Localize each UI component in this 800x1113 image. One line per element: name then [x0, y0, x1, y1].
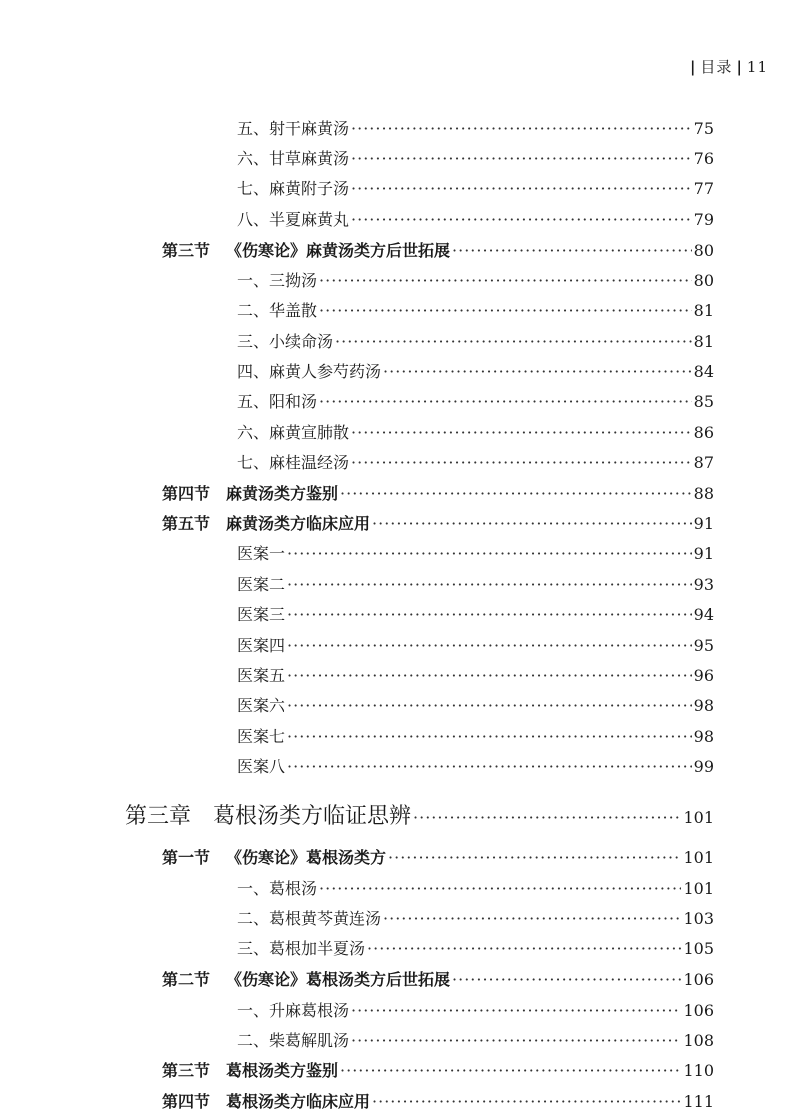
toc-section-row[interactable] [162, 1089, 714, 1112]
toc-page-number: 95 [693, 636, 714, 655]
toc-entry-title: 《伤寒论》麻黄汤类方后世拓展 [226, 241, 451, 260]
dot-leader [351, 1001, 681, 1020]
toc-item-row[interactable] [237, 176, 714, 199]
toc-item-row[interactable] [237, 572, 714, 595]
toc-page-number: 94 [693, 605, 714, 624]
toc-page-number: 101 [683, 808, 714, 827]
toc-entry-number: 第四节 [162, 484, 211, 503]
dot-leader [287, 605, 692, 624]
dot-leader [372, 1092, 681, 1111]
dot-leader [351, 1031, 681, 1050]
toc-entry-title: 《伤寒论》葛根汤类方后世拓展 [226, 970, 451, 989]
toc-entry-label: 二、葛根黄芩黄连汤 [237, 909, 382, 928]
toc-page-number: 99 [693, 757, 714, 776]
toc-entry-label: 五、射干麻黄汤 [237, 119, 350, 138]
dot-leader [287, 727, 692, 746]
dot-leader [351, 423, 692, 442]
toc-page-number: 98 [693, 727, 714, 746]
toc-entry-label [162, 511, 370, 534]
toc-item-row[interactable] [237, 268, 714, 291]
toc-entry-label [162, 1089, 370, 1112]
dot-leader [287, 544, 692, 563]
toc-item-row[interactable] [237, 207, 714, 230]
toc-page-number: 85 [693, 392, 714, 411]
dot-leader [287, 575, 692, 594]
toc-page-number: 91 [693, 514, 714, 533]
toc-entry-title: 葛根汤类方临证思辨 [213, 804, 412, 829]
toc-entry-label [162, 238, 450, 261]
toc-entry-number: 第三章 [125, 804, 192, 829]
toc-item-row[interactable] [237, 359, 714, 382]
toc-entry-number: 第五节 [162, 514, 211, 533]
dot-leader [413, 808, 681, 827]
toc-entry-label: 六、甘草麻黄汤 [237, 149, 350, 168]
toc-page-number: 81 [693, 301, 714, 320]
dot-leader [319, 879, 681, 898]
toc-entry-number: 第三节 [162, 1061, 211, 1080]
toc-entry-number: 第二节 [162, 970, 211, 989]
running-header [686, 56, 768, 77]
toc-page-number: 86 [693, 423, 714, 442]
toc-entry-label: 一、升麻葛根汤 [237, 1001, 350, 1020]
toc-item-row[interactable] [237, 876, 714, 899]
toc-entry-label: 二、柴葛解肌汤 [237, 1031, 350, 1050]
toc-entry-title: 麻黄汤类方鉴别 [226, 484, 339, 503]
toc-item-row[interactable] [237, 693, 714, 716]
toc-item-row[interactable] [237, 116, 714, 139]
toc-entry-label: 三、小续命汤 [237, 332, 334, 351]
toc-item-row[interactable] [237, 389, 714, 412]
toc-page-number: 111 [683, 1092, 714, 1111]
toc-page-number: 81 [693, 332, 714, 351]
toc-item-row[interactable] [237, 633, 714, 656]
toc-entry-label [162, 845, 386, 868]
dot-leader [367, 939, 681, 958]
toc-page-number: 87 [693, 453, 714, 472]
dot-leader [351, 119, 692, 138]
toc-entry-label: 一、三拗汤 [237, 271, 318, 290]
toc-section-row[interactable] [162, 1058, 714, 1081]
toc-page-number: 101 [683, 848, 714, 867]
dot-leader [340, 484, 692, 503]
toc-entry-label: 医案五 [237, 666, 286, 685]
toc-item-row[interactable] [237, 420, 714, 443]
toc-entry-label: 医案三 [237, 605, 286, 624]
toc-item-row[interactable] [237, 998, 714, 1021]
toc-page-number: 110 [683, 1061, 714, 1080]
toc-page-number: 79 [693, 210, 714, 229]
toc-entry-label: 四、麻黄人参芍药汤 [237, 362, 382, 381]
toc-page-number: 106 [683, 970, 714, 989]
dot-leader [383, 909, 681, 928]
toc-item-row[interactable] [237, 754, 714, 777]
toc-entry-title: 葛根汤类方临床应用 [226, 1092, 371, 1111]
dot-leader [351, 210, 692, 229]
toc-page-number: 106 [683, 1001, 714, 1020]
dot-leader [319, 271, 692, 290]
toc-item-row[interactable] [237, 541, 714, 564]
toc-entry-label: 医案六 [237, 696, 286, 715]
dot-leader [388, 848, 681, 867]
toc-section-row[interactable] [162, 967, 714, 990]
toc-page-number: 108 [683, 1031, 714, 1050]
dot-leader [351, 453, 692, 472]
toc-page-number: 80 [693, 241, 714, 260]
toc-entry-label: 七、麻桂温经汤 [237, 453, 350, 472]
toc-item-row[interactable] [237, 329, 714, 352]
dot-leader [287, 666, 692, 685]
dot-leader [372, 514, 692, 533]
toc-entry-title: 葛根汤类方鉴别 [226, 1061, 339, 1080]
toc-entry-label: 医案一 [237, 544, 286, 563]
dot-leader [287, 636, 692, 655]
toc-page-number: 93 [693, 575, 714, 594]
toc-entry-label [162, 481, 338, 504]
toc-page-number: 76 [693, 149, 714, 168]
toc-item-row[interactable] [237, 1028, 714, 1051]
toc-page-number: 77 [693, 179, 714, 198]
toc-entry-label: 医案四 [237, 636, 286, 655]
toc-entry-label [162, 1058, 338, 1081]
toc-entry-label: 医案八 [237, 757, 286, 776]
dot-leader [351, 179, 692, 198]
dot-leader [452, 241, 692, 260]
dot-leader [319, 301, 692, 320]
toc-entry-label: 二、华盖散 [237, 301, 318, 320]
toc-entry-label: 五、阳和汤 [237, 392, 318, 411]
toc-page-number: 75 [693, 119, 714, 138]
toc-entry-label: 七、麻黄附子汤 [237, 179, 350, 198]
toc-page-number: 84 [693, 362, 714, 381]
toc-item-row[interactable] [237, 146, 714, 169]
dot-leader [383, 362, 692, 381]
toc-section-row[interactable] [162, 238, 714, 261]
toc-page-number: 88 [693, 484, 714, 503]
toc-page-number: 91 [693, 544, 714, 563]
toc-item-row[interactable] [237, 724, 714, 747]
toc-item-row[interactable] [237, 298, 714, 321]
dot-leader [351, 149, 692, 168]
toc-entry-label: 六、麻黄宣肺散 [237, 423, 350, 442]
toc-section-row[interactable] [162, 511, 714, 534]
header-divider-left: | [689, 58, 697, 76]
toc-entry-label: 一、葛根汤 [237, 879, 318, 898]
toc-entry-label: 三、葛根加半夏汤 [237, 939, 366, 958]
toc-page-number: 96 [693, 666, 714, 685]
toc-page-number: 103 [683, 909, 714, 928]
toc-page-number: 98 [693, 696, 714, 715]
header-section-title: 目录 [700, 58, 733, 76]
dot-leader [287, 696, 692, 715]
toc-item-row[interactable] [237, 906, 714, 929]
toc-item-row[interactable] [237, 602, 714, 625]
toc-item-row[interactable] [237, 663, 714, 686]
dot-leader [452, 970, 681, 989]
dot-leader [319, 392, 692, 411]
toc-item-row[interactable] [237, 450, 714, 473]
toc-entry-title: 《伤寒论》葛根汤类方 [226, 848, 387, 867]
toc-entry-number: 第一节 [162, 848, 211, 867]
toc-section-row[interactable] [162, 481, 714, 504]
header-divider-right: | [736, 58, 743, 76]
dot-leader [340, 1061, 681, 1080]
toc-entry-number: 第四节 [162, 1092, 211, 1111]
toc-item-row[interactable] [237, 936, 714, 959]
toc-entry-label: 八、半夏麻黄丸 [237, 210, 350, 229]
toc-page-number: 80 [693, 271, 714, 290]
toc-entry-label: 医案七 [237, 727, 286, 746]
dot-leader [287, 757, 692, 776]
header-page-number: 11 [746, 58, 768, 76]
toc-page-number: 101 [683, 879, 714, 898]
toc-page-number: 105 [683, 939, 714, 958]
dot-leader [335, 332, 692, 351]
toc-entry-label [125, 799, 411, 830]
toc-entry-title: 麻黄汤类方临床应用 [226, 514, 371, 533]
toc-chapter-row[interactable] [125, 799, 714, 830]
toc-entry-label: 医案二 [237, 575, 286, 594]
toc-section-row[interactable] [162, 845, 714, 868]
toc-entry-number: 第三节 [162, 241, 211, 260]
toc-entry-label [162, 967, 450, 990]
